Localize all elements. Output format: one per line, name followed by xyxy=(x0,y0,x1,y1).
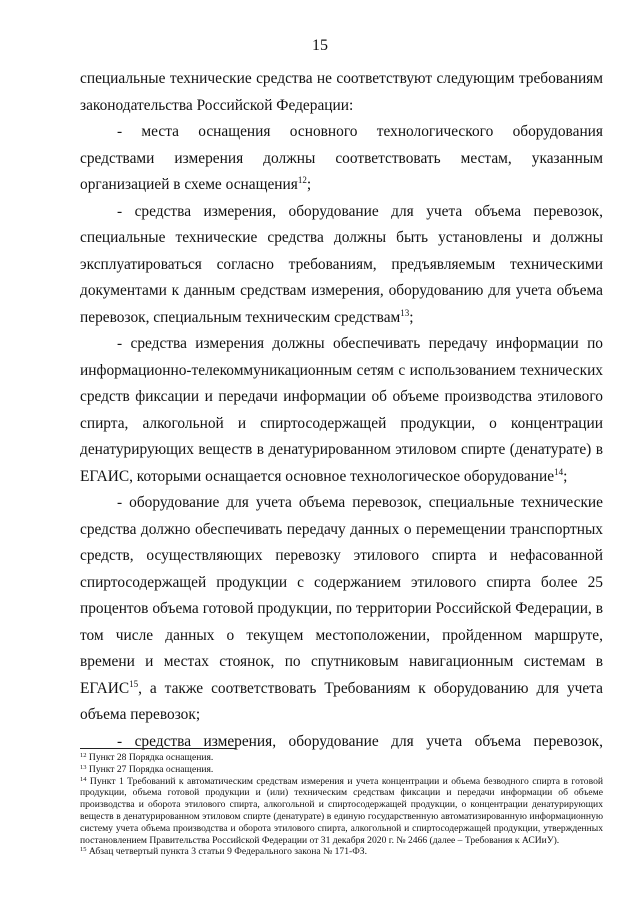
footnote xyxy=(80,752,603,764)
paragraph-requirement xyxy=(80,119,603,199)
footnote-text: Пункт 28 Порядка оснащения. xyxy=(86,752,214,763)
footnote-text: Пункт 1 Требований к автоматическим средствам измерения и учета концентрации и объема безводного спирта в готовой продукции, объема готовой продукции и (или) техническим средствам фиксации и передачи информации об объеме производства и оборота этилового спирта, алкогольной и спиртосодержащей продукции, о концентрации денатурирующих веществ в денатурированном этиловом спирте (денатурате) в единую государственную автоматизированную информационную систему учета объема производства и оборота этилового спирта, алкогольной и спиртосодержащей продукции, утвержденных постановлением Правительства Российской Федерации от 31 декабря 2020 г. № 2466 (далее – Требования к АСИиУ). xyxy=(80,775,603,846)
paragraph-text: - оборудование для учета объема перевозок, специальные технические средства должно обеспечивать передачу данных о перемещении транспортных средств, осуществляющих перевозку этилового спирта и нефасованной спиртосодержащей продукции с содержанием этилового спирта более 25 процентов объема готовой продукции, по территории Российской Федерации, в том числе данных о текущем местоположении, пройденном маршруте, времени и местах стоянок, по спутниковым навигационным системам в ЕГАИС xyxy=(80,494,603,697)
footnote-number: 15 xyxy=(80,846,87,854)
footnote-number: 12 xyxy=(80,752,87,759)
paragraph-requirement xyxy=(80,490,603,729)
paragraph-text: - средства измерения, оборудование для учета объема перевозок, специальные технические средства должны быть установлены и должны эксплуатироваться согласно требованиям, предъявляемым техническими документами к данным средствам измерения, оборудованию для учета объема перевозок, специальным техническим средствам xyxy=(80,202,603,326)
footnote-separator xyxy=(80,748,236,749)
document-body xyxy=(80,66,603,755)
paragraph-text: специальные технические средства не соответствуют следующим требованиям законодательства Российской Федерации: xyxy=(80,70,603,114)
footnote xyxy=(80,764,603,776)
footnote xyxy=(80,776,603,847)
footnote-ref[interactable]: 13 xyxy=(400,307,410,318)
paragraph-text: - места оснащения основного технологического оборудования средствами измерения должны соответствовать местам, указанным организацией в схеме оснащения xyxy=(80,123,603,193)
paragraph-text: - средства измерения, оборудование для учета объема перевозок, xyxy=(117,732,603,750)
paragraph-tail: ; xyxy=(563,467,568,485)
footnote-ref[interactable]: 15 xyxy=(129,678,139,689)
paragraph-tail: ; xyxy=(306,176,312,193)
page-number: 15 xyxy=(312,37,328,54)
paragraph-intro xyxy=(80,66,603,119)
paragraph-requirement xyxy=(80,199,603,332)
footnote-text: Абзац четвертый пункта 3 статьи 9 Федерального закона № 171-ФЗ. xyxy=(86,846,367,858)
footnote-ref[interactable]: 14 xyxy=(554,466,564,477)
paragraph-text: - средства измерения должны обеспечивать передачу информации по информационно-телекоммуникационным сетям с использованием технических средств фиксации и передачи информации об объеме производства этилового спирта, алкогольной и спиртосодержащей продукции, о концентрации денатурирующих веществ в денатурированном этиловом спирте (денатурате) в ЕГАИС, которыми оснащается основное технологическое оборудование xyxy=(80,335,603,485)
paragraph-tail: ; xyxy=(409,308,414,326)
footnote-text: Пункт 27 Порядка оснащения. xyxy=(86,763,214,775)
paragraph-tail: , а также соответствовать Требованиям к оборудованию для учета объема перевозок; xyxy=(80,679,603,723)
footnote-ref[interactable]: 12 xyxy=(297,175,307,185)
footnotes xyxy=(80,752,603,858)
footnote-number: 14 xyxy=(80,775,87,783)
footnote xyxy=(80,846,603,858)
footnote-number: 13 xyxy=(80,763,87,771)
paragraph-requirement xyxy=(80,331,603,490)
